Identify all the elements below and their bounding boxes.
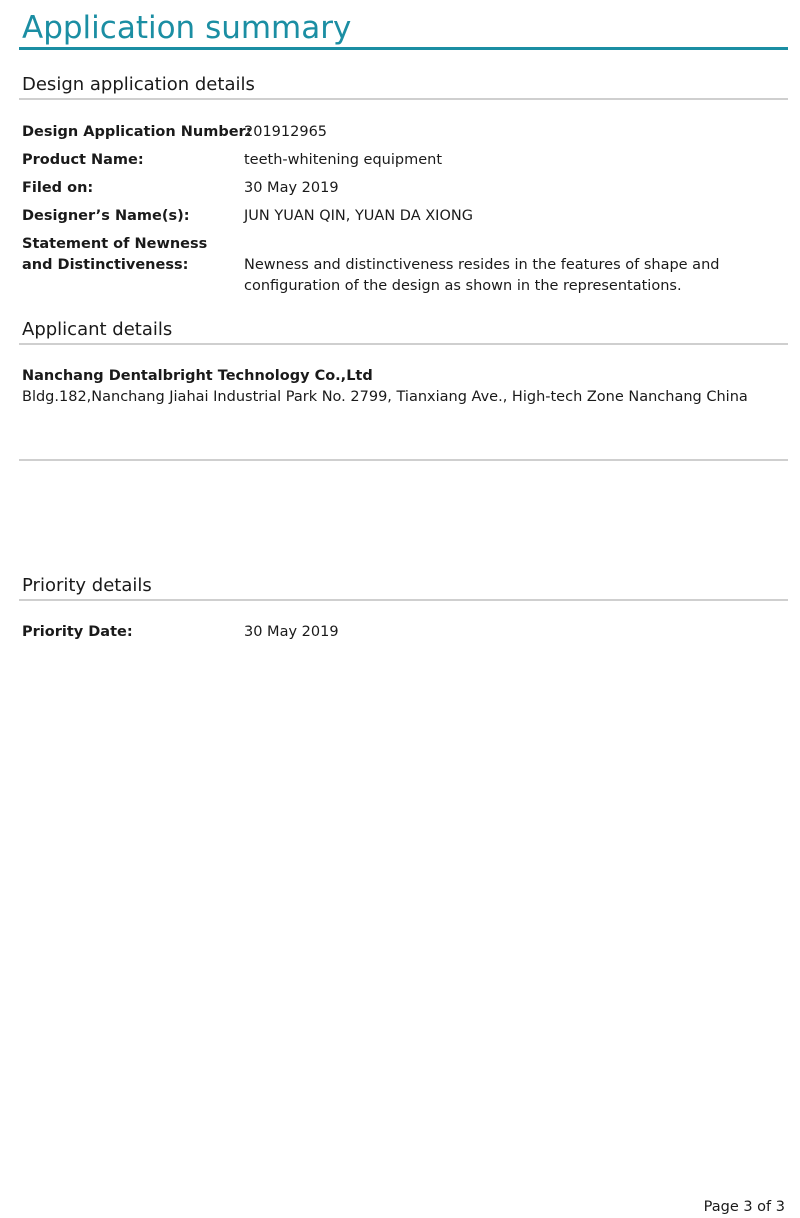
- priority-section-divider: [19, 599, 788, 601]
- filed-on-label: Filed on:: [22, 180, 94, 196]
- statement-label-line2: and Distinctiveness:: [22, 257, 189, 273]
- priority-date-label: Priority Date:: [22, 624, 133, 640]
- applicant-section-heading: Applicant details: [22, 319, 173, 340]
- application-number-value: 201912965: [244, 124, 328, 140]
- designer-names-value: JUN YUAN QIN, YUAN DA XIONG: [244, 208, 473, 224]
- priority-section-heading: Priority details: [22, 575, 152, 596]
- design-section-heading: Design application details: [22, 74, 255, 95]
- designer-names-label: Designer’s Name(s):: [22, 208, 190, 224]
- product-name-label: Product Name:: [22, 152, 144, 168]
- filed-on-value: 30 May 2019: [244, 180, 339, 196]
- design-section-divider: [19, 98, 788, 100]
- statement-label-line1: Statement of Newness: [22, 236, 208, 252]
- product-name-value: teeth-whitening equipment: [244, 152, 443, 168]
- statement-value-line1: Newness and distinctiveness resides in the features of shape and: [244, 257, 720, 273]
- application-number-label: Design Application Number:: [22, 124, 252, 140]
- applicant-name: Nanchang Dentalbright Technology Co.,Ltd: [22, 368, 373, 384]
- applicant-section-end-divider: [19, 459, 788, 461]
- page-number: Page 3 of 3: [703, 1199, 785, 1215]
- priority-date-value: 30 May 2019: [244, 624, 339, 640]
- statement-value-line2: configuration of the design as shown in the representations.: [244, 278, 682, 294]
- applicant-section-divider: [19, 343, 788, 345]
- title-divider: [19, 47, 788, 50]
- page-title: Application summary: [22, 10, 352, 46]
- applicant-address: Bldg.182,Nanchang Jiahai Industrial Park No. 2799, Tianxiang Ave., High-tech Zone Nanchang China: [22, 389, 748, 405]
